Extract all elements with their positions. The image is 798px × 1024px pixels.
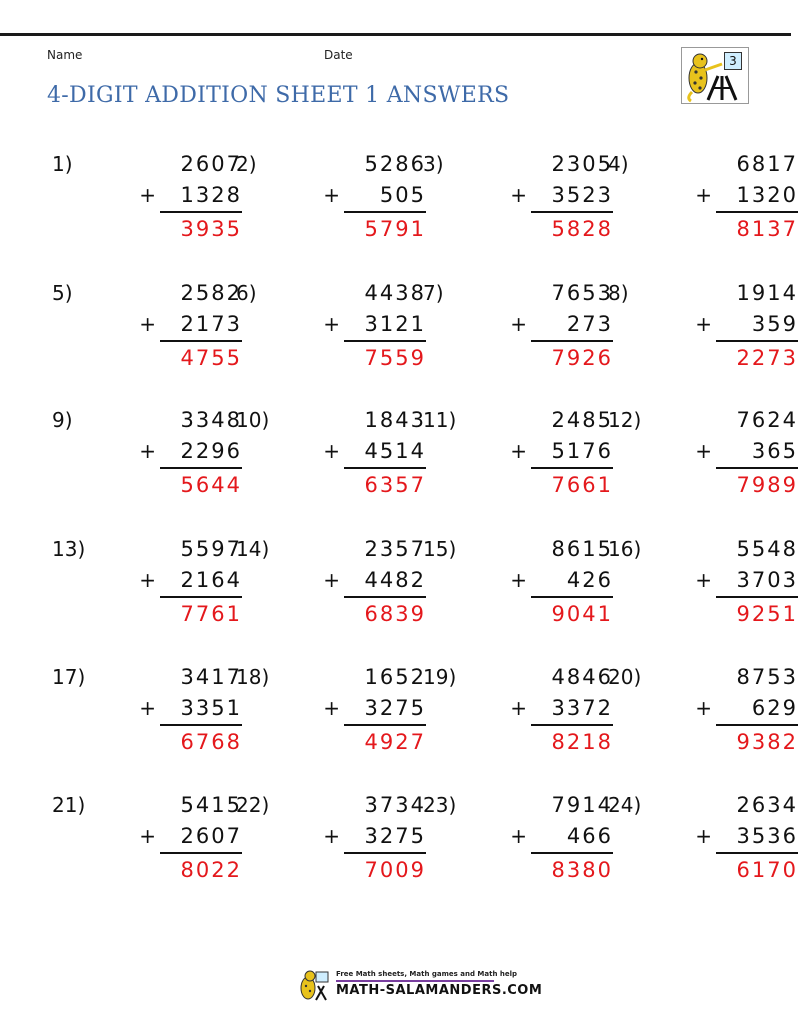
answer: 7926 <box>551 346 613 370</box>
addition-problem <box>236 792 426 902</box>
first-addend: 3348 <box>180 408 242 432</box>
first-addend: 7624 <box>736 408 798 432</box>
addition-problem <box>608 536 798 646</box>
second-addend: 629 <box>751 696 798 720</box>
problem-number: 4) <box>608 152 629 176</box>
problem-number: 5) <box>52 281 73 305</box>
plus-sign: + <box>139 568 156 592</box>
sum-line <box>344 596 426 598</box>
first-addend: 1914 <box>736 281 798 305</box>
second-addend: 2296 <box>180 439 242 463</box>
first-addend: 8615 <box>551 537 613 561</box>
plus-sign: + <box>139 824 156 848</box>
problem-number: 6) <box>236 281 257 305</box>
problem-number: 9) <box>52 408 73 432</box>
answer: 7009 <box>364 858 426 882</box>
plus-sign: + <box>139 696 156 720</box>
first-addend: 2357 <box>364 537 426 561</box>
addition-problem <box>52 407 242 517</box>
second-addend: 505 <box>379 183 426 207</box>
second-addend: 3351 <box>180 696 242 720</box>
first-addend: 5548 <box>736 537 798 561</box>
answer: 2273 <box>736 346 798 370</box>
answer: 9041 <box>551 602 613 626</box>
problem-number: 7) <box>423 281 444 305</box>
plus-sign: + <box>323 568 340 592</box>
answer: 6357 <box>364 473 426 497</box>
plus-sign: + <box>323 696 340 720</box>
addition-problem <box>608 280 798 390</box>
second-addend: 1328 <box>180 183 242 207</box>
problem-number: 20) <box>608 665 642 689</box>
sum-line <box>160 852 242 854</box>
answer: 6839 <box>364 602 426 626</box>
sum-line <box>344 340 426 342</box>
sum-line <box>531 596 613 598</box>
problem-number: 2) <box>236 152 257 176</box>
problem-number: 15) <box>423 537 457 561</box>
problem-number: 18) <box>236 665 270 689</box>
first-addend: 8753 <box>736 665 798 689</box>
footer-site-link[interactable]: MATH-SALAMANDERS.COM <box>336 983 543 998</box>
answer: 8218 <box>551 730 613 754</box>
problem-number: 17) <box>52 665 86 689</box>
problem-number: 14) <box>236 537 270 561</box>
second-addend: 2173 <box>180 312 242 336</box>
first-addend: 1843 <box>364 408 426 432</box>
plus-sign: + <box>695 696 712 720</box>
plus-sign: + <box>323 439 340 463</box>
answer: 7559 <box>364 346 426 370</box>
second-addend: 2607 <box>180 824 242 848</box>
sum-line <box>160 467 242 469</box>
date-label: Date <box>324 48 353 62</box>
plus-sign: + <box>139 183 156 207</box>
problem-number: 22) <box>236 793 270 817</box>
second-addend: 4514 <box>364 439 426 463</box>
second-addend: 365 <box>751 439 798 463</box>
sum-line <box>531 467 613 469</box>
second-addend: 359 <box>751 312 798 336</box>
plus-sign: + <box>510 696 527 720</box>
second-addend: 3523 <box>551 183 613 207</box>
problem-number: 12) <box>608 408 642 432</box>
sum-line <box>716 340 798 342</box>
plus-sign: + <box>510 439 527 463</box>
sum-line <box>716 467 798 469</box>
plus-sign: + <box>139 312 156 336</box>
footer <box>296 968 543 1002</box>
problem-number: 10) <box>236 408 270 432</box>
answer: 6768 <box>180 730 242 754</box>
first-addend: 6817 <box>736 152 798 176</box>
first-addend: 3417 <box>180 665 242 689</box>
plus-sign: + <box>695 824 712 848</box>
plus-sign: + <box>139 439 156 463</box>
answer: 8137 <box>736 217 798 241</box>
addition-problem <box>423 151 613 261</box>
second-addend: 3275 <box>364 696 426 720</box>
sum-line <box>716 596 798 598</box>
sum-line <box>344 467 426 469</box>
name-label: Name <box>47 48 83 62</box>
plus-sign: + <box>323 183 340 207</box>
plus-sign: + <box>695 312 712 336</box>
first-addend: 2305 <box>551 152 613 176</box>
problem-number: 16) <box>608 537 642 561</box>
second-addend: 426 <box>566 568 613 592</box>
plus-sign: + <box>510 312 527 336</box>
problem-number: 8) <box>608 281 629 305</box>
footer-rule <box>336 980 494 982</box>
first-addend: 5597 <box>180 537 242 561</box>
answer: 7761 <box>180 602 242 626</box>
problem-number: 1) <box>52 152 73 176</box>
answer: 5644 <box>180 473 242 497</box>
second-addend: 3372 <box>551 696 613 720</box>
sum-line <box>716 724 798 726</box>
addition-problem <box>423 280 613 390</box>
page-title: 4-DIGIT ADDITION SHEET 1 ANSWERS <box>47 83 510 108</box>
first-addend: 2607 <box>180 152 242 176</box>
plus-sign: + <box>323 312 340 336</box>
sum-line <box>531 852 613 854</box>
second-addend: 3275 <box>364 824 426 848</box>
first-addend: 2634 <box>736 793 798 817</box>
footer-tagline: Free Math sheets, Math games and Math help <box>336 970 518 978</box>
second-addend: 3536 <box>736 824 798 848</box>
addition-problem <box>608 407 798 517</box>
answer: 7989 <box>736 473 798 497</box>
problem-number: 24) <box>608 793 642 817</box>
second-addend: 4482 <box>364 568 426 592</box>
sum-line <box>344 724 426 726</box>
answer: 9382 <box>736 730 798 754</box>
problem-number: 13) <box>52 537 86 561</box>
first-addend: 5286 <box>364 152 426 176</box>
addition-problem <box>236 407 426 517</box>
answer: 4755 <box>180 346 242 370</box>
sum-line <box>160 340 242 342</box>
sum-line <box>160 211 242 213</box>
addition-problem <box>52 664 242 774</box>
first-addend: 7653 <box>551 281 613 305</box>
addition-problem <box>52 151 242 261</box>
sum-line <box>531 724 613 726</box>
first-addend: 3734 <box>364 793 426 817</box>
problem-number: 3) <box>423 152 444 176</box>
salamander-logo-icon <box>296 968 332 1002</box>
addition-problem <box>608 664 798 774</box>
plus-sign: + <box>510 824 527 848</box>
sum-line <box>716 852 798 854</box>
problem-number: 19) <box>423 665 457 689</box>
second-addend: 273 <box>566 312 613 336</box>
addition-problem <box>423 664 613 774</box>
plus-sign: + <box>510 568 527 592</box>
second-addend: 2164 <box>180 568 242 592</box>
first-addend: 5415 <box>180 793 242 817</box>
sum-line <box>344 211 426 213</box>
addition-problem <box>423 407 613 517</box>
addition-problem <box>52 536 242 646</box>
answer: 3935 <box>180 217 242 241</box>
plus-sign: + <box>323 824 340 848</box>
plus-sign: + <box>695 439 712 463</box>
second-addend: 5176 <box>551 439 613 463</box>
addition-problem <box>52 792 242 902</box>
answer: 8380 <box>551 858 613 882</box>
answer: 5791 <box>364 217 426 241</box>
answer: 6170 <box>736 858 798 882</box>
addition-problem <box>236 151 426 261</box>
second-addend: 466 <box>566 824 613 848</box>
answer: 7661 <box>551 473 613 497</box>
answer: 9251 <box>736 602 798 626</box>
addition-problem <box>52 280 242 390</box>
problem-number: 21) <box>52 793 86 817</box>
first-addend: 4846 <box>551 665 613 689</box>
second-addend: 3703 <box>736 568 798 592</box>
problem-number: 23) <box>423 793 457 817</box>
addition-problem <box>236 280 426 390</box>
sum-line <box>160 596 242 598</box>
second-addend: 3121 <box>364 312 426 336</box>
first-addend: 4438 <box>364 281 426 305</box>
addition-problem <box>423 536 613 646</box>
first-addend: 1652 <box>364 665 426 689</box>
problem-number: 11) <box>423 408 457 432</box>
addition-problem <box>608 151 798 261</box>
addition-problem <box>423 792 613 902</box>
first-addend: 2582 <box>180 281 242 305</box>
second-addend: 1320 <box>736 183 798 207</box>
plus-sign: + <box>510 183 527 207</box>
plus-sign: + <box>695 568 712 592</box>
grade-badge: 3 <box>724 52 742 70</box>
addition-problem <box>236 664 426 774</box>
answer: 4927 <box>364 730 426 754</box>
sum-line <box>160 724 242 726</box>
answer: 8022 <box>180 858 242 882</box>
first-addend: 7914 <box>551 793 613 817</box>
sum-line <box>344 852 426 854</box>
addition-problem <box>236 536 426 646</box>
addition-problem <box>608 792 798 902</box>
answer: 5828 <box>551 217 613 241</box>
sum-line <box>531 340 613 342</box>
first-addend: 2485 <box>551 408 613 432</box>
sum-line <box>716 211 798 213</box>
plus-sign: + <box>695 183 712 207</box>
sum-line <box>531 211 613 213</box>
